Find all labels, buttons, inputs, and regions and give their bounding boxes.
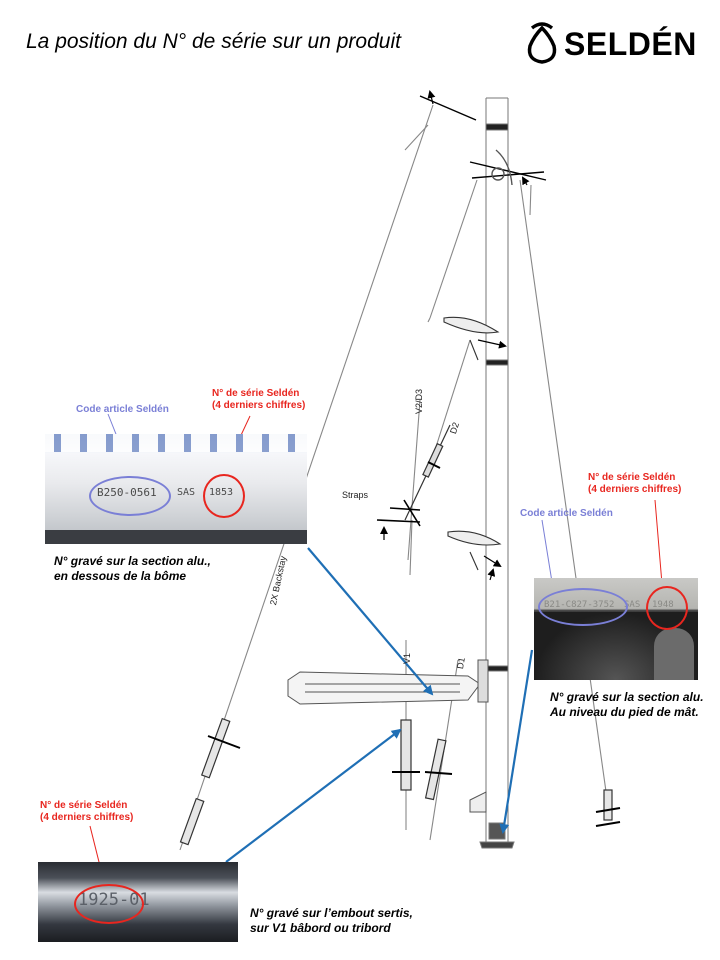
v1-serial-label: [40, 800, 133, 824]
backstay-turnbuckle: [181, 719, 240, 845]
boom-caption-line1: N° gravé sur la section alu.,: [54, 554, 211, 568]
label-v1: V1: [402, 652, 412, 664]
boom-serial-label: [212, 388, 305, 412]
v1-caption: [250, 906, 413, 936]
v1-serial-highlight: [74, 884, 144, 924]
boom-serial-highlight: [203, 474, 245, 518]
boom-article-highlight: [89, 476, 171, 516]
mast-foot-serial-label: [588, 472, 681, 496]
rope-pattern: [45, 434, 307, 452]
mast-foot-caption: [550, 690, 704, 720]
v1-fitting-photo: [38, 862, 238, 942]
mast-foot-step: [654, 628, 694, 680]
label-backstay: 2X Backstay: [268, 555, 289, 607]
mast-foot-serial-label-line1: N° de série Seldén: [588, 472, 676, 483]
page-title: La position du N° de série sur un produit: [26, 30, 401, 53]
boom-serial-label-line2: (4 derniers chiffres): [212, 400, 306, 411]
leader-article-mast-foot: [542, 520, 552, 582]
mast-foot-engraving-article: B21-C827-3752: [544, 600, 615, 610]
mast-foot-article-label: Code article Seldén: [520, 508, 613, 519]
arrow-mast-foot-callout: [503, 650, 532, 832]
boom-section-shadow: [45, 530, 307, 544]
boom-caption: [54, 554, 211, 584]
mast-foot-article-highlight: [538, 588, 628, 626]
mast-foot-serial-label-line2: (4 derniers chiffres): [588, 484, 682, 495]
mast-foot-photo: [534, 578, 698, 680]
leader-serial-mast-foot: [655, 500, 662, 584]
spreaders: [444, 317, 500, 570]
boom-engraving-serial: 1853: [209, 487, 234, 498]
masthead-fittings: [420, 96, 546, 185]
v1-serial-label-line1: N° de série Seldén: [40, 800, 128, 811]
mast-foot-engraving-serial: 1948: [652, 600, 674, 610]
v1-serial-label-line2: (4 derniers chiffres): [40, 812, 134, 823]
v1-caption-line2: sur V1 bâbord ou tribord: [250, 921, 391, 935]
mast-foot-engraving-mid: SAS: [624, 600, 641, 610]
straps-marks: [377, 500, 420, 526]
boom-engraving-mid: SAS: [177, 487, 196, 498]
mast-foot-fitting: [470, 792, 486, 812]
label-d2: D2: [448, 421, 462, 436]
boom-serial-label-line1: N° de série Seldén: [212, 388, 300, 399]
label-d1: D1: [455, 656, 467, 670]
arrow-v1-callout: [226, 730, 400, 862]
label-straps: Straps: [342, 490, 369, 500]
d2-turnbuckle: [405, 425, 450, 520]
mast-foot-serial-highlight: [646, 586, 688, 630]
boom-article-label: Code article Seldén: [76, 404, 169, 415]
boom-caption-line2: en dessous de la bôme: [54, 569, 187, 583]
mast-tube: [480, 98, 514, 848]
boom-section-photo: [45, 434, 307, 544]
mast-foot-caption-line2: Au niveau du pied de mât.: [550, 705, 699, 719]
v1-caption-line1: N° gravé sur l’embout sertis,: [250, 906, 413, 920]
v1-engraving-serial: 1925-01: [78, 890, 150, 910]
label-v2d3: V2/D3: [414, 388, 424, 414]
boom-engraving-article: B250-0561: [97, 486, 157, 499]
brand-name: SELDÉN: [564, 26, 697, 62]
mast-foot-caption-line1: N° gravé sur la section alu.: [550, 690, 704, 704]
arrow-boom-callout: [308, 548, 432, 694]
